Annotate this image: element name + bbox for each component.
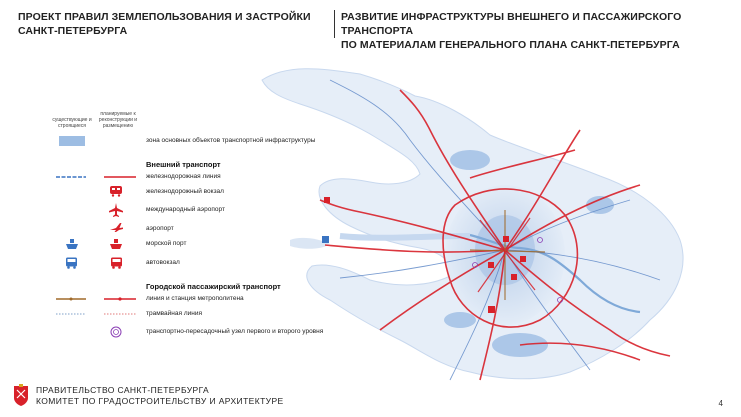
legend-item-bus-station: автовокзал — [146, 259, 180, 266]
airplane-small-icon — [110, 223, 123, 233]
ship-icon — [65, 238, 79, 250]
right-title-line1: РАЗВИТИЕ ИНФРАСТРУКТУРЫ ВНЕШНЕГО И ПАССАЖИРСКОГО ТРАНСПОРТА — [341, 11, 682, 37]
transport-zone — [444, 312, 476, 328]
airplane-icon — [109, 203, 123, 217]
train-icon — [109, 185, 123, 197]
footer-line2: КОМИТЕТ ПО ГРАДОСТРОИТЕЛЬСТВУ И АРХИТЕКТУРЕ — [36, 396, 284, 406]
legend-col-planned: планируемые к реконструкции и размещению — [98, 111, 138, 129]
legend-item-intl-airport: международный аэропорт — [146, 206, 225, 213]
legend-item-seaport: морской порт — [146, 240, 187, 247]
legend-col-existing: существующие и строящиеся — [52, 117, 92, 129]
station-marker — [488, 262, 494, 268]
metro-line-icon — [56, 295, 146, 303]
legend-item-hub: транспортно-пересадочный узел первого и второго уровня — [146, 328, 324, 335]
gulf-inlet — [340, 236, 470, 238]
bus-icon — [110, 257, 123, 269]
left-title-line2: САНКТ-ПЕТЕРБУРГА — [18, 25, 128, 37]
spb-emblem-icon — [14, 384, 28, 406]
station-marker — [520, 256, 526, 262]
transport-zone — [450, 150, 490, 170]
bus-icon — [65, 257, 78, 269]
legend-item-railway: железнодорожная линия — [146, 173, 221, 180]
legend-zone-label: зона основных объектов транспортной инфраструктуры — [146, 137, 316, 144]
legend-item-metro: линия и станция метрополитена — [146, 295, 244, 302]
tram-line-icon — [56, 310, 146, 318]
station-marker — [503, 236, 509, 242]
page-number: 4 — [718, 399, 723, 408]
legend-item-tram: трамвайная линия — [146, 310, 202, 317]
footer-line1: ПРАВИТЕЛЬСТВО САНКТ-ПЕТЕРБУРГА — [36, 385, 210, 395]
legend-section-external: Внешний транспорт — [146, 160, 221, 169]
ship-icon — [109, 238, 123, 250]
right-title-line2: ПО МАТЕРИАЛАМ ГЕНЕРАЛЬНОГО ПЛАНА САНКТ-ПЕТЕРБУРГА — [341, 39, 680, 51]
port-marker — [488, 306, 495, 313]
left-title-line1: ПРОЕКТ ПРАВИЛ ЗЕМЛЕПОЛЬЗОВАНИЯ И ЗАСТРОЙКИ — [18, 11, 311, 23]
railway-line-icon — [56, 173, 146, 181]
legend-item-airport: аэропорт — [146, 225, 174, 232]
map-legend — [0, 0, 340, 360]
zone-swatch — [59, 136, 85, 146]
legend-item-station: железнодорожный вокзал — [146, 188, 224, 195]
footer-organization — [36, 385, 284, 407]
legend-section-city: Городской пассажирский транспорт — [146, 282, 281, 291]
hub-icon — [110, 326, 122, 338]
station-marker — [511, 274, 517, 280]
